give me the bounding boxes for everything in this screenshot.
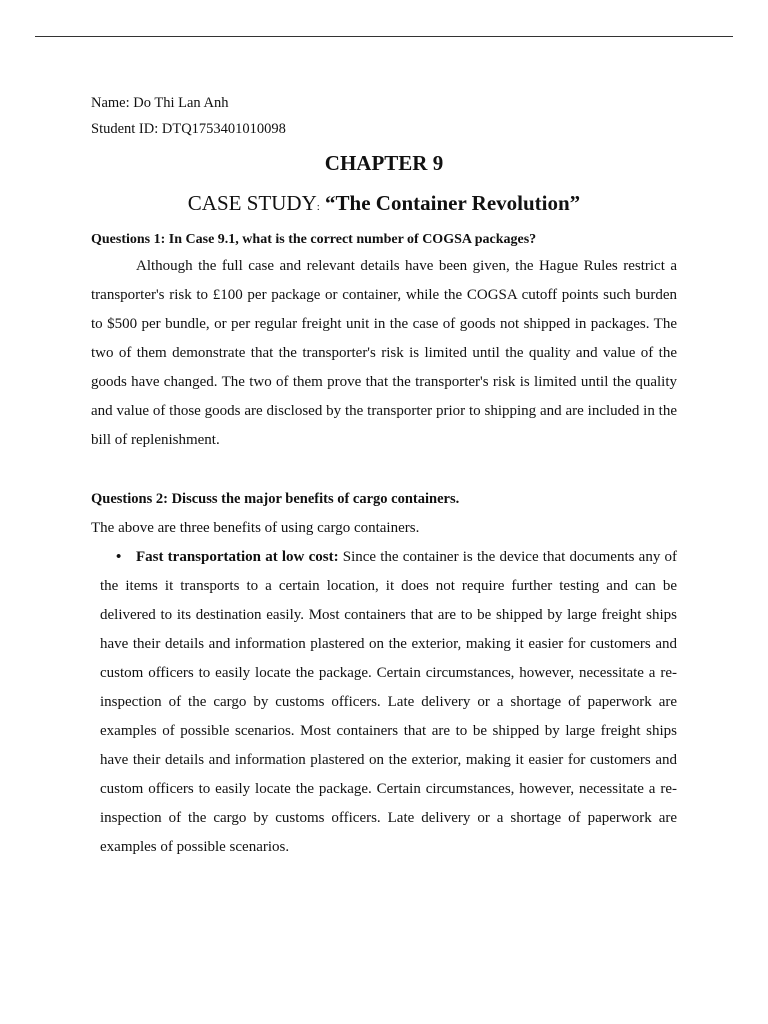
case-study-name: “The Container Revolution” [325,191,581,215]
case-study-label: CASE STUDY [187,191,317,215]
chapter-title: CHAPTER 9 [324,151,444,175]
case-study-separator: : [316,201,320,213]
document-body [91,90,677,862]
section-spacer [91,455,677,481]
case-study-title [91,188,677,222]
question-2-heading: Questions 2: Discuss the major benefits of cargo containers. [91,491,460,507]
student-name: Name: Do Thi Lan Anh [91,95,229,111]
bullet-icon: • [116,549,122,565]
question-1-heading: Questions 1: In Case 9.1, what is the correct number of COGSA packages? [91,232,537,247]
header-rule [35,36,733,37]
question-2-intro: The above are three benefits of using cargo containers. [91,520,420,536]
student-id: Student ID: DTQ1753401010098 [91,121,286,137]
question-1-answer: Although the full case and relevant details have been given, the Hague Rules restrict a transporter's risk to £100 per package or container, while the COGSA cutoff points such burden to $500 per bundle, or per regular freight unit in the case of goods not shipped in packages. The two of them demonstrate that the transporter's risk is limited until the quality and value of the goods have changed. The two of them prove that the transporter's risk is limited until the quality and value of those goods are disclosed by the transporter prior to shipping and are included in the bill of replenishment. [91,258,677,448]
bullet-title: Fast transportation at low cost: [136,549,339,565]
bullet-item [100,543,677,862]
bullet-text: Since the container is the device that documents any of the items it transports to a certain location, it does not require further testing and can be delivered to its destination easily. Most containers that are to be shipped by large freight ships have their details and information plastered on the exterior, making it easier for customers and custom officers to easily locate the package. Certain circumstances, however, necessitate a re-inspection of the cargo by customs officers. Late delivery or a shortage of paperwork are examples of possible scenarios. Most containers that are to be shipped by large freight ships have their details and information plastered on the exterior, making it easier for customers and custom officers to easily locate the package. Certain circumstances, however, necessitate a re-inspection of the cargo by customs officers. Late delivery or a shortage of paperwork are examples of possible scenarios. [100,549,677,855]
